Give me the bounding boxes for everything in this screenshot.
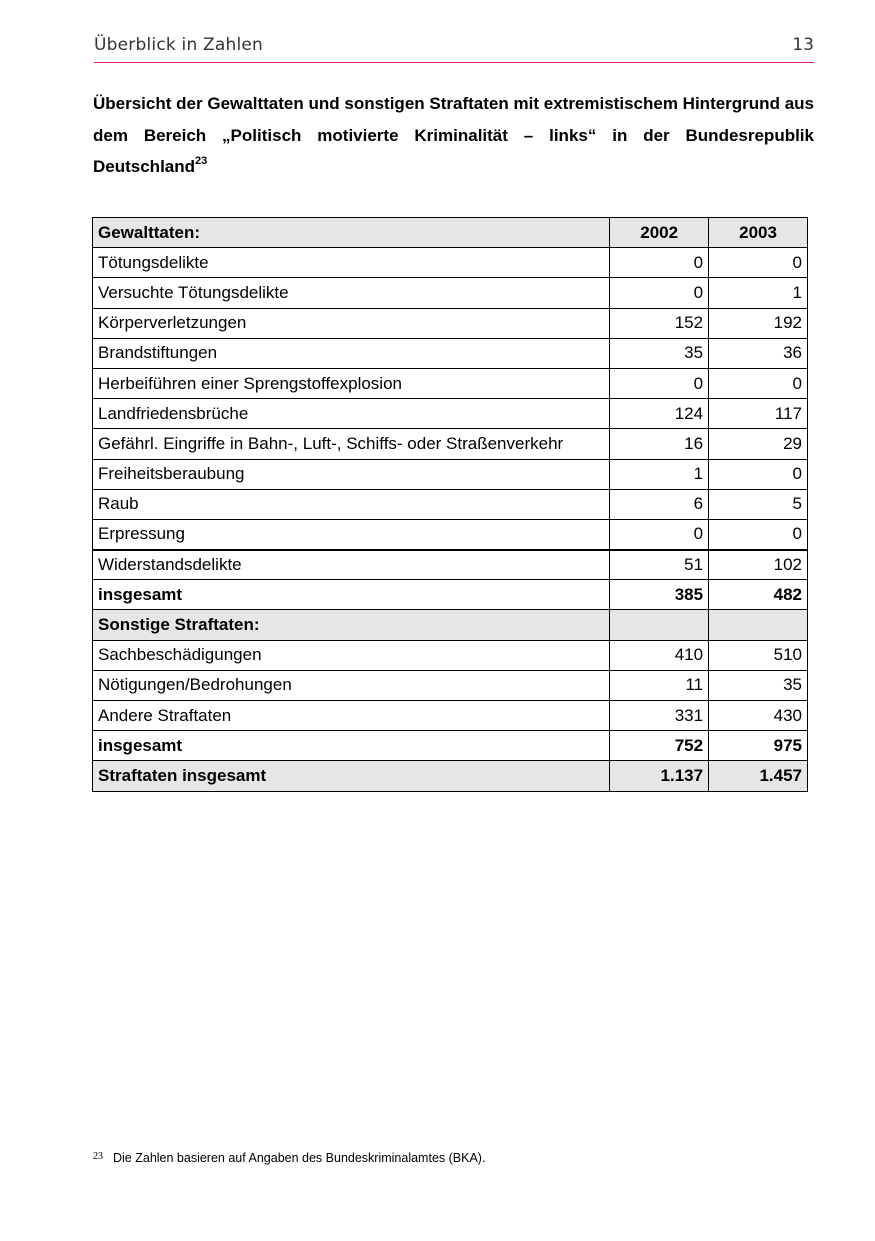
subtotal-label: insgesamt <box>93 580 610 610</box>
table-row <box>93 459 808 489</box>
value-2003: 0 <box>709 368 808 398</box>
year-header-2002: 2002 <box>610 218 709 248</box>
year-header-2003: 2003 <box>709 218 808 248</box>
row-label: Erpressung <box>93 519 610 549</box>
value-2002: 0 <box>610 248 709 278</box>
table-header-row <box>93 218 808 248</box>
row-label: Sachbeschädigungen <box>93 640 610 670</box>
table-row <box>93 670 808 700</box>
value-2002: 0 <box>610 278 709 308</box>
table-row <box>93 550 808 580</box>
value-2002: 51 <box>610 550 709 580</box>
value-2002: 152 <box>610 308 709 338</box>
grand-total-2002: 1.137 <box>610 761 709 791</box>
row-label: Brandstiftungen <box>93 338 610 368</box>
row-label: Freiheitsberaubung <box>93 459 610 489</box>
heading-footnote-ref: 23 <box>195 155 208 168</box>
heading-text: Übersicht der Gewalttaten und sonstigen Straftaten mit extremistischem Hintergrund aus dem Bereich „Politisch motivierte Kriminalität – links“ in der Bundesrepublik Deutschland <box>93 94 814 176</box>
value-2003: 510 <box>709 640 808 670</box>
value-2003: 5 <box>709 489 808 519</box>
running-title: Überblick in Zahlen <box>94 35 264 55</box>
section-header-other: Sonstige Straftaten: <box>93 610 610 640</box>
value-2002: 124 <box>610 399 709 429</box>
value-2003: 0 <box>709 248 808 278</box>
subtotal-row-violent <box>93 580 808 610</box>
value-2002: 0 <box>610 368 709 398</box>
table-row <box>93 399 808 429</box>
footnote-marker: 23 <box>93 1151 103 1162</box>
subtotal-row-other <box>93 731 808 761</box>
subtotal-label: insgesamt <box>93 731 610 761</box>
row-label: Nötigungen/Bedrohungen <box>93 670 610 700</box>
table-row <box>93 640 808 670</box>
empty-cell <box>610 610 709 640</box>
crime-statistics-table <box>92 217 808 792</box>
value-2003: 0 <box>709 459 808 489</box>
value-2002: 0 <box>610 519 709 549</box>
table-row <box>93 278 808 308</box>
running-header <box>94 34 814 63</box>
table-row <box>93 429 808 459</box>
row-label: Andere Straftaten <box>93 701 610 731</box>
row-label: Landfriedensbrüche <box>93 399 610 429</box>
table-row <box>93 519 808 549</box>
value-2003: 29 <box>709 429 808 459</box>
table-row <box>93 701 808 731</box>
row-label: Körperverletzungen <box>93 308 610 338</box>
table-row <box>93 338 808 368</box>
value-2002: 16 <box>610 429 709 459</box>
table-heading <box>93 88 814 183</box>
row-label: Raub <box>93 489 610 519</box>
grand-total-label: Straftaten insgesamt <box>93 761 610 791</box>
grand-total-row <box>93 761 808 791</box>
value-2003: 117 <box>709 399 808 429</box>
page-number: 13 <box>792 35 814 55</box>
value-2003: 36 <box>709 338 808 368</box>
subtotal-2002: 385 <box>610 580 709 610</box>
row-label: Widerstandsdelikte <box>93 550 610 580</box>
value-2003: 0 <box>709 519 808 549</box>
subtotal-2003: 975 <box>709 731 808 761</box>
table-row <box>93 368 808 398</box>
table-row <box>93 489 808 519</box>
section-header-violent: Gewalttaten: <box>93 218 610 248</box>
table-row <box>93 248 808 278</box>
value-2003: 102 <box>709 550 808 580</box>
value-2003: 35 <box>709 670 808 700</box>
row-label: Versuchte Tötungsdelikte <box>93 278 610 308</box>
value-2002: 6 <box>610 489 709 519</box>
row-label: Gefährl. Eingriffe in Bahn-, Luft-, Schiffs- oder Straßenverkehr <box>93 429 610 459</box>
value-2002: 331 <box>610 701 709 731</box>
subtotal-2003: 482 <box>709 580 808 610</box>
footnote-text: Die Zahlen basieren auf Angaben des Bundeskriminalamtes (BKA). <box>113 1151 486 1165</box>
subtotal-2002: 752 <box>610 731 709 761</box>
value-2002: 11 <box>610 670 709 700</box>
row-label: Herbeiführen einer Sprengstoffexplosion <box>93 368 610 398</box>
value-2003: 192 <box>709 308 808 338</box>
footnote <box>93 1151 485 1165</box>
row-label: Tötungsdelikte <box>93 248 610 278</box>
value-2002: 410 <box>610 640 709 670</box>
value-2002: 35 <box>610 338 709 368</box>
value-2003: 430 <box>709 701 808 731</box>
value-2003: 1 <box>709 278 808 308</box>
grand-total-2003: 1.457 <box>709 761 808 791</box>
table-row <box>93 308 808 338</box>
empty-cell <box>709 610 808 640</box>
value-2002: 1 <box>610 459 709 489</box>
section-header-row-other <box>93 610 808 640</box>
